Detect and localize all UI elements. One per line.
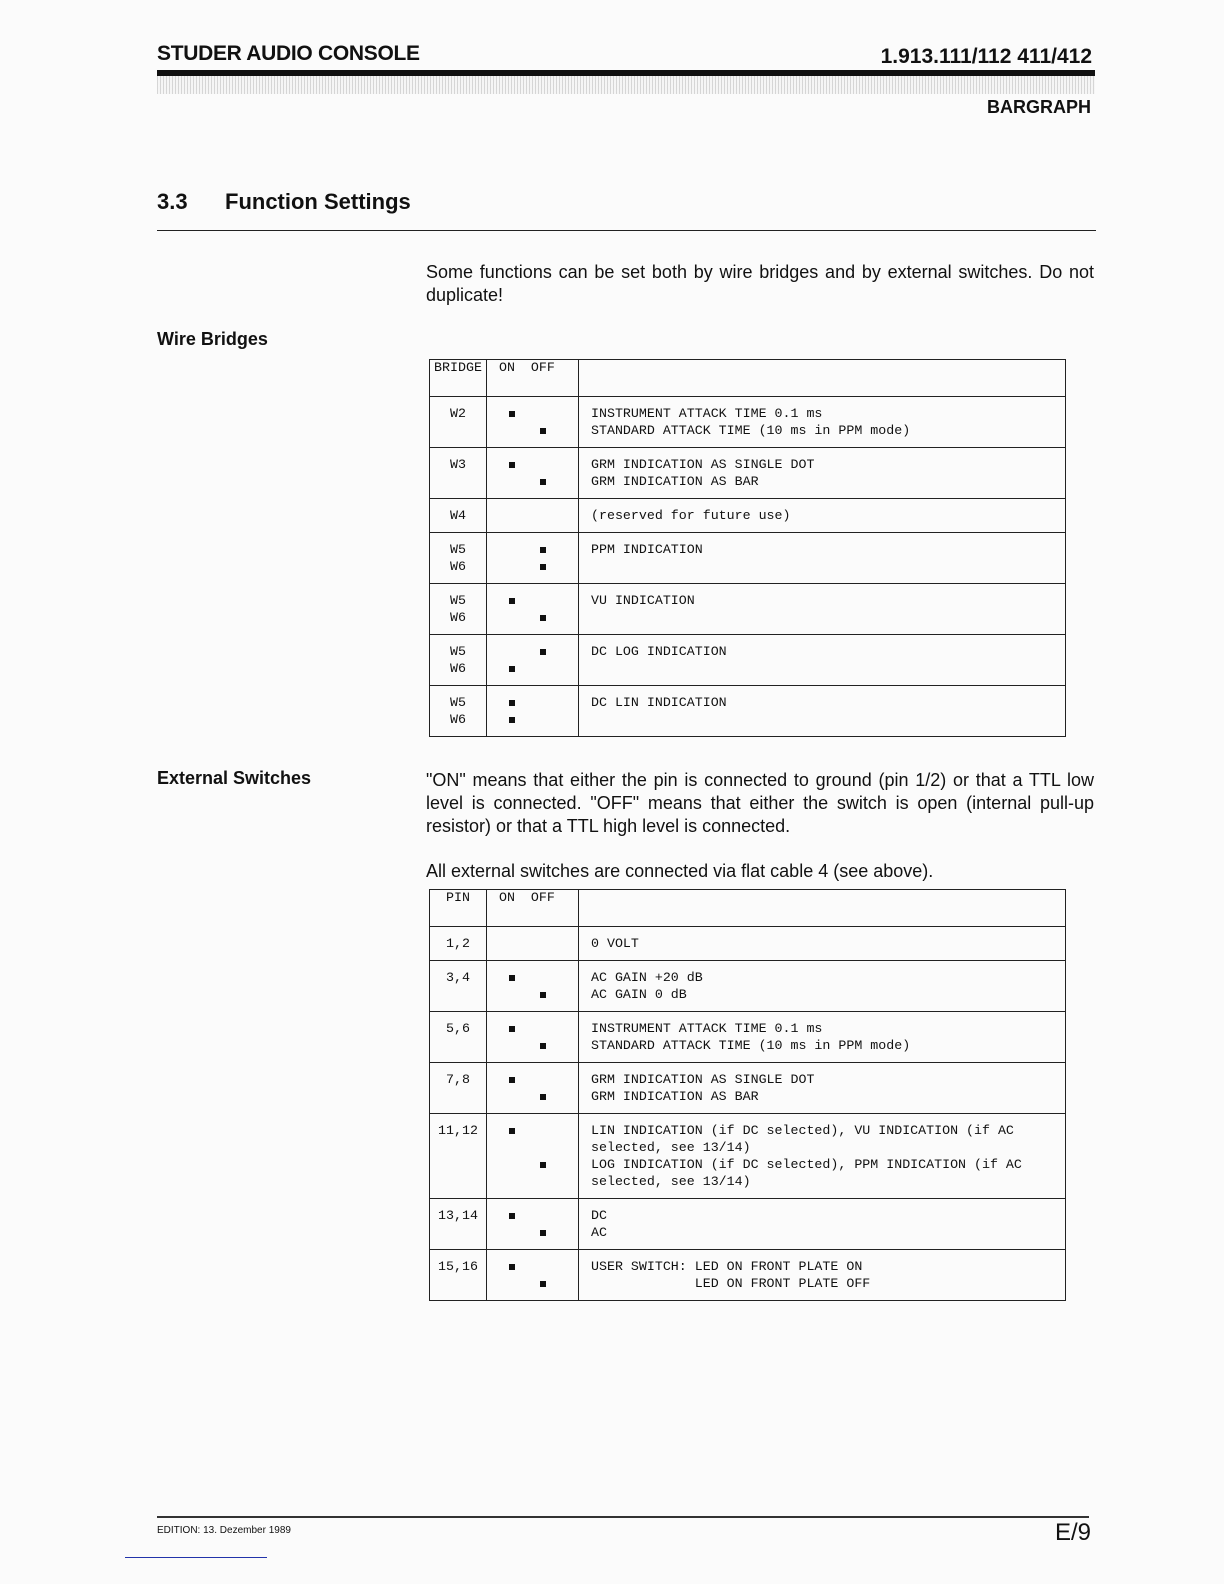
description-lines xyxy=(591,1063,1065,1113)
description-line: (reserved for future use) xyxy=(591,508,791,523)
row-id-cell xyxy=(430,1063,487,1114)
description-lines xyxy=(591,1114,1065,1198)
description-line: VU INDICATION xyxy=(591,593,695,608)
mark-line-spacer xyxy=(487,592,578,609)
on-off-cell xyxy=(487,1250,579,1301)
on-off-cell xyxy=(487,635,579,686)
description-line: STANDARD ATTACK TIME (10 ms in PPM mode) xyxy=(591,423,911,438)
mark-line-spacer xyxy=(487,643,578,660)
mark-lines xyxy=(487,1012,578,1062)
off-marker-icon xyxy=(540,428,546,434)
description-lines xyxy=(591,499,1065,532)
description-line: 0 VOLT xyxy=(591,936,639,951)
description-line: LIN INDICATION (if DC selected), VU INDICATION (if AC xyxy=(591,1123,1014,1138)
table-row xyxy=(430,1199,1066,1250)
external-switches-table xyxy=(429,889,1066,1301)
mark-line-spacer xyxy=(487,609,578,626)
row-id: W3 xyxy=(450,457,466,472)
column-header xyxy=(579,360,1066,397)
description-cell xyxy=(579,533,1066,584)
on-off-cell xyxy=(487,584,579,635)
description-cell xyxy=(579,1012,1066,1063)
mark-line-spacer xyxy=(487,507,578,524)
mark-line-spacer xyxy=(487,456,578,473)
column-header: ON OFF xyxy=(487,360,579,397)
table-row xyxy=(430,1114,1066,1199)
id-lines xyxy=(430,635,486,685)
mark-line-spacer xyxy=(487,473,578,490)
on-marker-icon xyxy=(509,1264,515,1270)
section-number: 3.3 xyxy=(157,189,188,214)
description-cell xyxy=(579,961,1066,1012)
id-lines xyxy=(430,1114,486,1198)
on-off-cell xyxy=(487,448,579,499)
mark-line-spacer xyxy=(487,1071,578,1088)
link-underline xyxy=(125,1557,267,1558)
off-marker-icon xyxy=(540,992,546,998)
description-line: DC xyxy=(591,1208,607,1223)
mark-line-spacer xyxy=(487,1207,578,1224)
row-id: W2 xyxy=(450,406,466,421)
external-switches-heading: External Switches xyxy=(157,768,312,788)
on-marker-icon xyxy=(509,1128,515,1134)
row-id xyxy=(430,1037,486,1054)
mark-line-spacer xyxy=(487,1088,578,1105)
header-hatch-band xyxy=(157,76,1095,94)
off-marker-icon xyxy=(540,547,546,553)
on-off-cell xyxy=(487,1199,579,1250)
document-number: 1.913.111/112 411/412 xyxy=(880,45,1092,68)
row-id-cell xyxy=(430,1250,487,1301)
table-row xyxy=(430,635,1066,686)
row-id: W6 xyxy=(450,712,466,727)
mark-line-spacer xyxy=(487,405,578,422)
on-marker-icon xyxy=(509,1213,515,1219)
row-id: W5 xyxy=(450,542,466,557)
mark-line-spacer xyxy=(487,969,578,986)
table-row xyxy=(430,961,1066,1012)
id-lines xyxy=(430,448,486,498)
mark-lines xyxy=(487,961,578,1011)
wire-bridges-table xyxy=(429,359,1066,737)
table-row xyxy=(430,584,1066,635)
row-id: 11,12 xyxy=(438,1123,478,1138)
mark-lines xyxy=(487,499,578,532)
mark-lines xyxy=(487,1114,578,1198)
row-id-cell xyxy=(430,927,487,961)
description-lines xyxy=(591,927,1065,960)
table-row xyxy=(430,1012,1066,1063)
description-line: GRM INDICATION AS BAR xyxy=(591,474,759,489)
id-lines xyxy=(430,499,486,532)
row-id-cell xyxy=(430,961,487,1012)
document-header-title: STUDER AUDIO CONSOLE xyxy=(157,42,420,65)
on-marker-icon xyxy=(509,975,515,981)
column-header xyxy=(579,890,1066,927)
row-id-cell xyxy=(430,686,487,737)
row-id xyxy=(430,473,486,490)
description-cell xyxy=(579,1199,1066,1250)
row-id: 13,14 xyxy=(438,1208,478,1223)
mark-line-spacer xyxy=(487,1037,578,1054)
row-id-cell xyxy=(430,499,487,533)
description-line: selected, see 13/14) xyxy=(591,1174,751,1189)
table-row xyxy=(430,533,1066,584)
mark-line-spacer xyxy=(487,1258,578,1275)
off-marker-icon xyxy=(540,1230,546,1236)
description-cell xyxy=(579,1114,1066,1199)
description-lines xyxy=(591,1199,1065,1249)
footer-rule xyxy=(157,1516,1089,1518)
description-cell xyxy=(579,1250,1066,1301)
description-cell xyxy=(579,927,1066,961)
id-lines xyxy=(430,1012,486,1062)
mark-line-spacer xyxy=(487,1139,578,1156)
mark-line-spacer xyxy=(487,1020,578,1037)
description-line: DC LOG INDICATION xyxy=(591,644,727,659)
description-line: INSTRUMENT ATTACK TIME 0.1 ms xyxy=(591,1021,823,1036)
id-lines xyxy=(430,927,486,960)
mark-line-spacer xyxy=(487,1122,578,1139)
row-id-cell xyxy=(430,533,487,584)
off-marker-icon xyxy=(540,615,546,621)
row-id: 7,8 xyxy=(446,1072,470,1087)
description-lines xyxy=(591,1250,1065,1300)
row-id: W5 xyxy=(450,644,466,659)
on-marker-icon xyxy=(509,700,515,706)
description-cell xyxy=(579,635,1066,686)
row-id: W5 xyxy=(450,593,466,608)
table-row xyxy=(430,499,1066,533)
description-line: STANDARD ATTACK TIME (10 ms in PPM mode) xyxy=(591,1038,911,1053)
mark-lines xyxy=(487,927,578,960)
row-id xyxy=(430,1139,486,1156)
on-marker-icon xyxy=(509,411,515,417)
description-line: INSTRUMENT ATTACK TIME 0.1 ms xyxy=(591,406,823,421)
page-number: E/9 xyxy=(1054,1519,1091,1546)
mark-line-spacer xyxy=(487,694,578,711)
table-row xyxy=(430,927,1066,961)
table-row xyxy=(430,1250,1066,1301)
on-off-cell xyxy=(487,1012,579,1063)
description-line: GRM INDICATION AS SINGLE DOT xyxy=(591,457,815,472)
row-id-cell xyxy=(430,1114,487,1199)
row-id: W5 xyxy=(450,695,466,710)
row-id-cell xyxy=(430,448,487,499)
mark-line-spacer xyxy=(487,711,578,728)
table-header-row xyxy=(430,890,1066,927)
description-lines xyxy=(591,533,1065,583)
column-header: PIN xyxy=(430,890,487,927)
description-line: LOG INDICATION (if DC selected), PPM INDICATION (if AC xyxy=(591,1157,1022,1172)
edition-date: EDITION: 13. Dezember 1989 xyxy=(157,1525,291,1536)
flat-cable-note: All external switches are connected via flat cable 4 (see above). xyxy=(426,861,934,881)
row-id-cell xyxy=(430,635,487,686)
off-marker-icon xyxy=(540,1094,546,1100)
wire-bridges-heading: Wire Bridges xyxy=(157,329,268,349)
description-line xyxy=(591,558,1065,575)
off-marker-icon xyxy=(540,649,546,655)
mark-lines xyxy=(487,397,578,447)
row-id-cell xyxy=(430,397,487,448)
description-lines xyxy=(591,448,1065,498)
column-header: BRIDGE xyxy=(430,360,487,397)
on-off-cell xyxy=(487,1063,579,1114)
mark-line-spacer xyxy=(487,1275,578,1292)
description-lines xyxy=(591,1012,1065,1062)
description-cell xyxy=(579,686,1066,737)
row-id: W4 xyxy=(450,508,466,523)
id-lines xyxy=(430,1250,486,1300)
description-lines xyxy=(591,635,1065,685)
row-id xyxy=(430,1275,486,1292)
intro-paragraph: Some functions can be set both by wire bridges and by external switches. Do not duplicate! xyxy=(426,262,1094,305)
description-lines xyxy=(591,961,1065,1011)
row-id xyxy=(430,1173,486,1190)
description-lines xyxy=(591,397,1065,447)
row-id xyxy=(430,1156,486,1173)
description-cell xyxy=(579,499,1066,533)
id-lines xyxy=(430,961,486,1011)
description-line: GRM INDICATION AS SINGLE DOT xyxy=(591,1072,815,1087)
row-id xyxy=(430,986,486,1003)
row-id: 15,16 xyxy=(438,1259,478,1274)
description-line xyxy=(591,711,1065,728)
row-id: W6 xyxy=(450,559,466,574)
on-off-cell xyxy=(487,686,579,737)
description-line: LED ON FRONT PLATE OFF xyxy=(591,1276,871,1291)
on-off-cell xyxy=(487,927,579,961)
on-off-cell xyxy=(487,533,579,584)
mark-line-spacer xyxy=(487,1173,578,1190)
description-line: DC LIN INDICATION xyxy=(591,695,727,710)
description-cell xyxy=(579,1063,1066,1114)
on-off-cell xyxy=(487,499,579,533)
row-id-cell xyxy=(430,1199,487,1250)
description-line: selected, see 13/14) xyxy=(591,1140,751,1155)
mark-lines xyxy=(487,533,578,583)
description-line: AC xyxy=(591,1225,607,1240)
description-cell xyxy=(579,397,1066,448)
mark-line-spacer xyxy=(487,422,578,439)
on-marker-icon xyxy=(509,462,515,468)
row-id: 3,4 xyxy=(446,970,470,985)
mark-line-spacer xyxy=(487,935,578,952)
mark-line-spacer xyxy=(487,660,578,677)
row-id: W6 xyxy=(450,661,466,676)
on-off-explanation: "ON" means that either the pin is connected to ground (pin 1/2) or that a TTL low level is connected. "OFF" means that either the switch is open (internal pull-up resistor) or that a TTL high level is connected. xyxy=(426,770,1094,836)
mark-line-spacer xyxy=(487,541,578,558)
description-line: AC GAIN 0 dB xyxy=(591,987,687,1002)
row-id: 5,6 xyxy=(446,1021,470,1036)
row-id xyxy=(430,422,486,439)
id-lines xyxy=(430,397,486,447)
on-marker-icon xyxy=(509,1077,515,1083)
off-marker-icon xyxy=(540,479,546,485)
row-id: 1,2 xyxy=(446,936,470,951)
on-off-cell xyxy=(487,397,579,448)
on-marker-icon xyxy=(509,717,515,723)
description-lines xyxy=(591,686,1065,736)
mark-lines xyxy=(487,1250,578,1300)
off-marker-icon xyxy=(540,1281,546,1287)
mark-line-spacer xyxy=(487,1156,578,1173)
mark-lines xyxy=(487,635,578,685)
description-line: GRM INDICATION AS BAR xyxy=(591,1089,759,1104)
off-marker-icon xyxy=(540,1043,546,1049)
description-line xyxy=(591,660,1065,677)
on-off-cell xyxy=(487,1114,579,1199)
description-line: AC GAIN +20 dB xyxy=(591,970,703,985)
off-marker-icon xyxy=(540,564,546,570)
id-lines xyxy=(430,686,486,736)
table-row xyxy=(430,397,1066,448)
section-heading xyxy=(157,189,411,215)
row-id-cell xyxy=(430,584,487,635)
mark-lines xyxy=(487,1199,578,1249)
id-lines xyxy=(430,533,486,583)
column-header: ON OFF xyxy=(487,890,579,927)
row-id: W6 xyxy=(450,610,466,625)
on-marker-icon xyxy=(509,666,515,672)
mark-line-spacer xyxy=(487,558,578,575)
id-lines xyxy=(430,584,486,634)
section-rule xyxy=(157,230,1096,231)
on-marker-icon xyxy=(509,1026,515,1032)
mark-line-spacer xyxy=(487,1224,578,1241)
description-cell xyxy=(579,448,1066,499)
description-line: USER SWITCH: LED ON FRONT PLATE ON xyxy=(591,1259,863,1274)
on-marker-icon xyxy=(509,598,515,604)
on-off-cell xyxy=(487,961,579,1012)
mark-line-spacer xyxy=(487,986,578,1003)
id-lines xyxy=(430,1199,486,1249)
section-title: Function Settings xyxy=(225,189,411,214)
off-marker-icon xyxy=(540,1162,546,1168)
row-id xyxy=(430,1224,486,1241)
description-line: PPM INDICATION xyxy=(591,542,703,557)
table-header-row xyxy=(430,360,1066,397)
section-label: BARGRAPH xyxy=(986,97,1091,117)
description-lines xyxy=(591,584,1065,634)
mark-lines xyxy=(487,686,578,736)
mark-lines xyxy=(487,584,578,634)
description-line xyxy=(591,609,1065,626)
table-row xyxy=(430,686,1066,737)
row-id-cell xyxy=(430,1012,487,1063)
description-cell xyxy=(579,584,1066,635)
id-lines xyxy=(430,1063,486,1113)
table-row xyxy=(430,448,1066,499)
mark-lines xyxy=(487,1063,578,1113)
row-id xyxy=(430,1088,486,1105)
mark-lines xyxy=(487,448,578,498)
table-row xyxy=(430,1063,1066,1114)
